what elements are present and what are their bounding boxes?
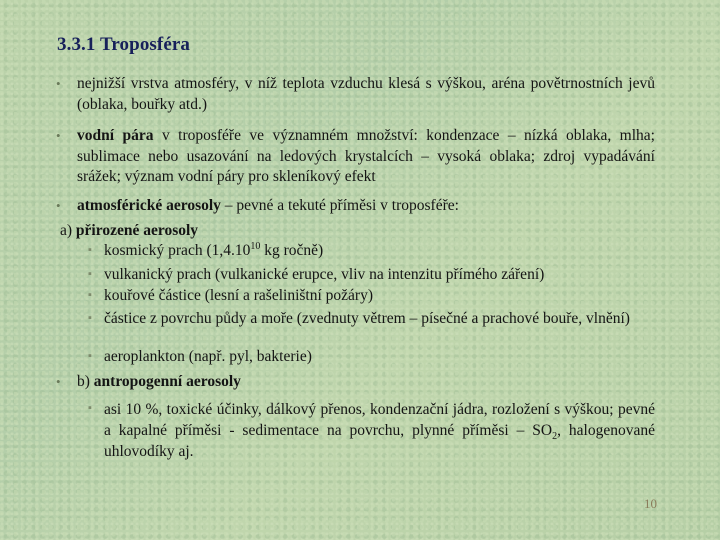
slide-title: 3.3.1 Troposféra — [57, 34, 191, 55]
bullet-dot-icon: • — [56, 128, 61, 143]
bullet-bold-term: atmosférické aerosoly — [77, 197, 221, 214]
page-number: 10 — [644, 496, 657, 511]
bullet-dot-icon: • — [56, 76, 61, 91]
bullet-bold-term: vodní pára — [77, 127, 154, 144]
sub-bullet-icon: ▪ — [88, 268, 92, 280]
natural-item-volcanic-dust: ▪ vulkanický prach (vulkanické erupce, vliv na intenzitu přímého záření) — [88, 266, 545, 283]
bullet-dot-icon: • — [56, 374, 61, 389]
sub-bullet-icon: ▪ — [88, 350, 92, 362]
bullet-troposphere-definition — [56, 74, 655, 115]
natural-item-cosmic-dust: ▪ kosmický prach (1,4.10$^{10}$ kg ročně) — [88, 240, 324, 259]
anthropogenic-aerosols-heading: • b) antropogenní aerosoly — [60, 372, 655, 393]
natural-item-smoke: ▪ kouřové částice (lesní a rašeliništní požáry) — [88, 287, 373, 304]
bullet-text: – pevné a tekuté příměsi v troposféře: — [220, 197, 459, 214]
bullet-dot-icon: • — [56, 198, 61, 213]
natural-aerosols-heading: a) přirozené aerosoly — [60, 222, 199, 239]
bullet-text: nejnižší vrstva atmosféry, v níž teplota vzduchu klesá s výškou, aréna povětrnostních jevů (oblaka, bouřky atd.) — [77, 75, 655, 113]
natural-item-aeroplankton: ▪ aeroplankton (např. pyl, bakterie) — [88, 348, 312, 365]
anthropogenic-item: ▪ asi 10 %, toxické účinky, dálkový přenos, kondenzační jádra, rozložení s výškou; pevné a kapalné příměsi - sedimentace na povrchu, plynné příměsi – $SO_2$, halogenované uhlovodíky aj. — [88, 399, 655, 462]
sub-bullet-icon: ▪ — [88, 244, 92, 256]
sub-bullet-icon: ▪ — [88, 312, 92, 324]
bullet-aerosols — [56, 196, 655, 217]
sub-bullet-icon: ▪ — [88, 402, 92, 414]
bullet-text: v troposféře ve významném množství: kondenzace – nízká oblaka, mlha; sublimace nebo usazování na ledových krystalcích – vysoká oblaka; zdroj vypadávání srážek; význam vodní páry pro skleníkový efekt — [77, 127, 655, 185]
sub-bullet-icon: ▪ — [88, 289, 92, 301]
natural-item-soil-sea: ▪ částice z povrchu půdy a moře (zvednuty větrem – písečné a prachové bouře, vlnění) — [88, 310, 630, 327]
bullet-water-vapor — [56, 126, 655, 188]
